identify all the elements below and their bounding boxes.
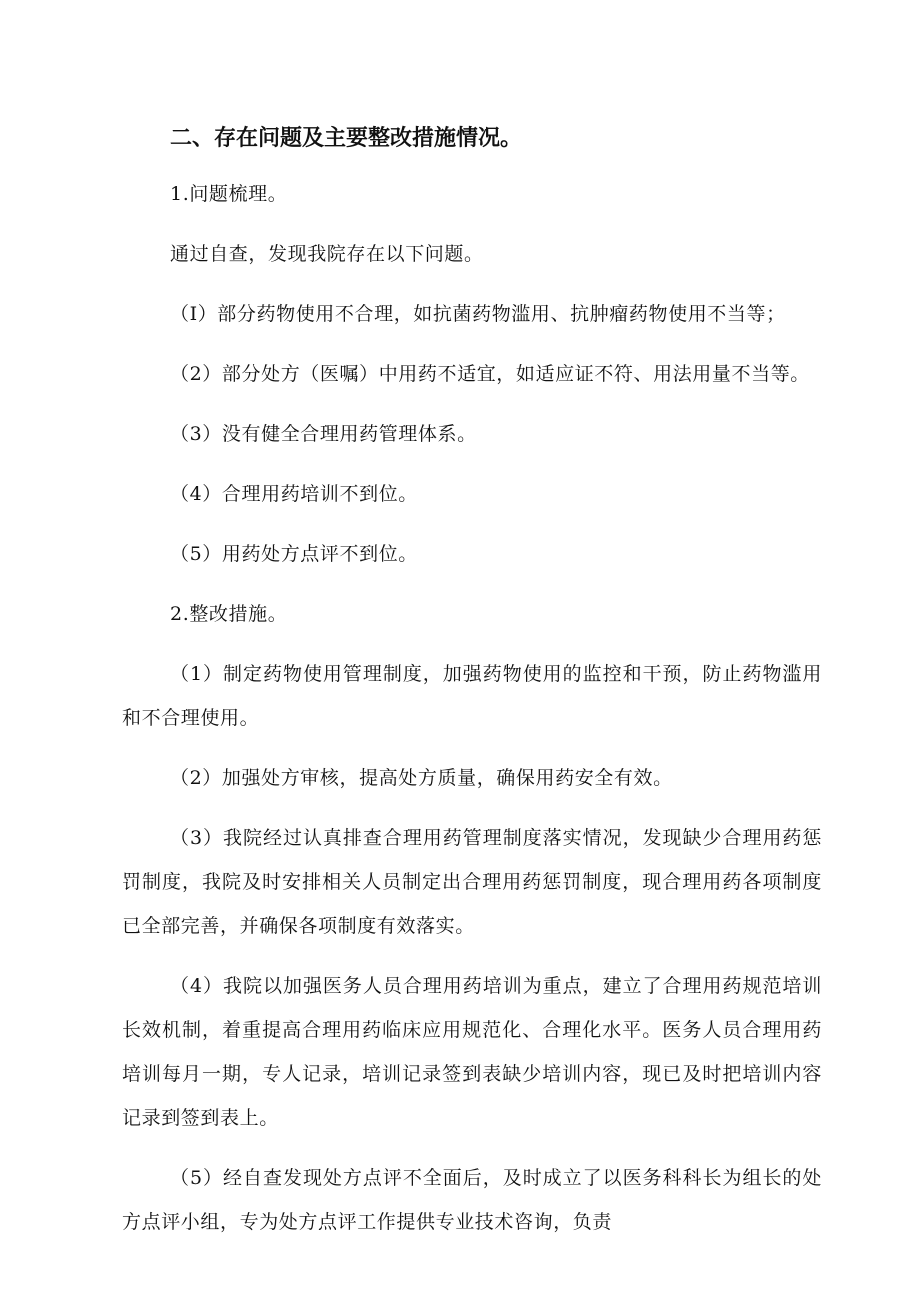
paragraph-problem-5: （5）用药处方点评不到位。 [170, 543, 418, 565]
paragraph-problem-3: （3）没有健全合理用药管理体系。 [170, 423, 477, 445]
paragraph-problem-review-heading: 1.问题梳理。 [170, 183, 288, 205]
paragraph-measures-heading: 2.整改措施。 [170, 603, 288, 625]
paragraph-measure-3: （3）我院经过认真排查合理用药管理制度落实情况，发现缺少合理用药惩罚制度，我院及时安排相关人员制定出合理用药惩罚制度，现合理用药各项制度已全部完善，并确保各项制度有效落实。 [122, 827, 822, 937]
paragraph-problem-4: （4）合理用药培训不到位。 [170, 483, 418, 505]
paragraph-measure-1: （1）制定药物使用管理制度，加强药物使用的监控和干预，防止药物滥用和不合理使用。 [122, 663, 822, 729]
paragraph-measure-4: （4）我院以加强医务人员合理用药培训为重点，建立了合理用药规范培训长效机制，着重提高合理用药临床应用规范化、合理化水平。医务人员合理用药培训每月一期，专人记录，培训记录签到表缺少培训内容，现已及时把培训内容记录到签到表上。 [122, 975, 822, 1129]
paragraph-problem-1: （I）部分药物使用不合理，如抗菌药物滥用、抗肿瘤药物使用不当等； [170, 303, 786, 325]
section-title: 二、存在问题及主要整改措施情况。 [170, 126, 523, 151]
paragraph-measure-5: （5）经自查发现处方点评不全面后，及时成立了以医务科科长为组长的处方点评小组，专为处方点评工作提供专业技术咨询，负责 [122, 1167, 822, 1233]
document-body [122, 124, 822, 1244]
paragraph-self-check-intro: 通过自查，发现我院存在以下问题。 [170, 243, 484, 265]
paragraph-problem-2: （2）部分处方（医嘱）中用药不适宜，如适应证不符、用法用量不当等。 [170, 363, 810, 385]
paragraph-measure-2: （2）加强处方审核，提高处方质量，确保用药安全有效。 [170, 767, 673, 789]
